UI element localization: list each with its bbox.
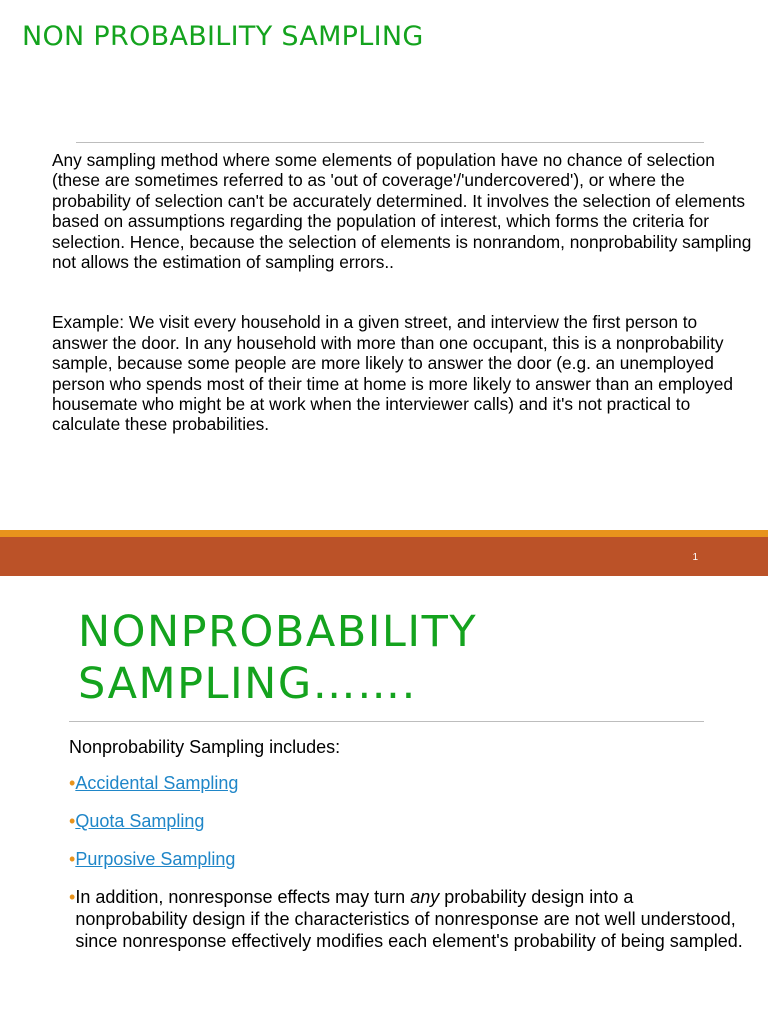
list-item xyxy=(69,810,749,832)
footer-accent-stripe xyxy=(0,530,768,537)
definition-paragraph: Any sampling method where some elements of population have no chance of selection (these are sometimes referred to as 'out of coverage'/'undercovered'), or where the probability of selection can't be accurately determined. It involves the selection of elements based on assumptions regarding the population of interest, which forms the criteria for selection. Hence, because the selection of elements is nonrandom, nonprobability sampling not allows the estimation of sampling errors.. xyxy=(52,150,752,273)
nonresponse-note-end: probability design into a nonprobability design if the characteristics of nonresponse are not well understood, since nonresponse effectively modifies each element's probability of being sampled. xyxy=(75,887,743,951)
list-item xyxy=(69,772,749,794)
sampling-types-list xyxy=(69,772,749,968)
bullet-icon: • xyxy=(69,887,76,907)
slide-1-title: NON PROBABILITY SAMPLING xyxy=(22,21,424,52)
slide-number: 1 xyxy=(692,552,698,563)
bullet-icon: • xyxy=(69,849,76,869)
footer-band xyxy=(0,537,768,576)
nonresponse-note-emphasis: any xyxy=(410,887,440,907)
list-item-nonresponse xyxy=(69,886,749,952)
nonresponse-note xyxy=(75,886,749,952)
title-divider xyxy=(69,721,704,722)
nonresponse-note-start: In addition, nonresponse effects may turn xyxy=(75,887,411,907)
accidental-sampling-link[interactable]: Accidental Sampling xyxy=(75,773,239,793)
slide-2 xyxy=(0,576,768,1024)
quota-sampling-link[interactable]: Quota Sampling xyxy=(75,811,205,831)
bullet-icon: • xyxy=(69,811,76,831)
purposive-sampling-link[interactable]: Purposive Sampling xyxy=(75,849,236,869)
list-item xyxy=(69,848,749,870)
title-divider xyxy=(76,142,704,143)
bullet-icon: • xyxy=(69,773,76,793)
slide-2-title: NONPROBABILITY SAMPLING……. xyxy=(78,607,478,709)
list-intro: Nonprobability Sampling includes: xyxy=(69,737,341,757)
slide-1-body xyxy=(52,150,757,435)
example-paragraph: Example: We visit every household in a given street, and interview the first person to answer the door. In any household with more than one occupant, this is a nonprobability sample, because some people are more likely to answer the door (e.g. an unemployed person who spends most of their time at home is more likely to answer than an employed housemate who might be at work when the interviewer calls) and it's not practical to calculate these probabilities. xyxy=(52,312,734,435)
